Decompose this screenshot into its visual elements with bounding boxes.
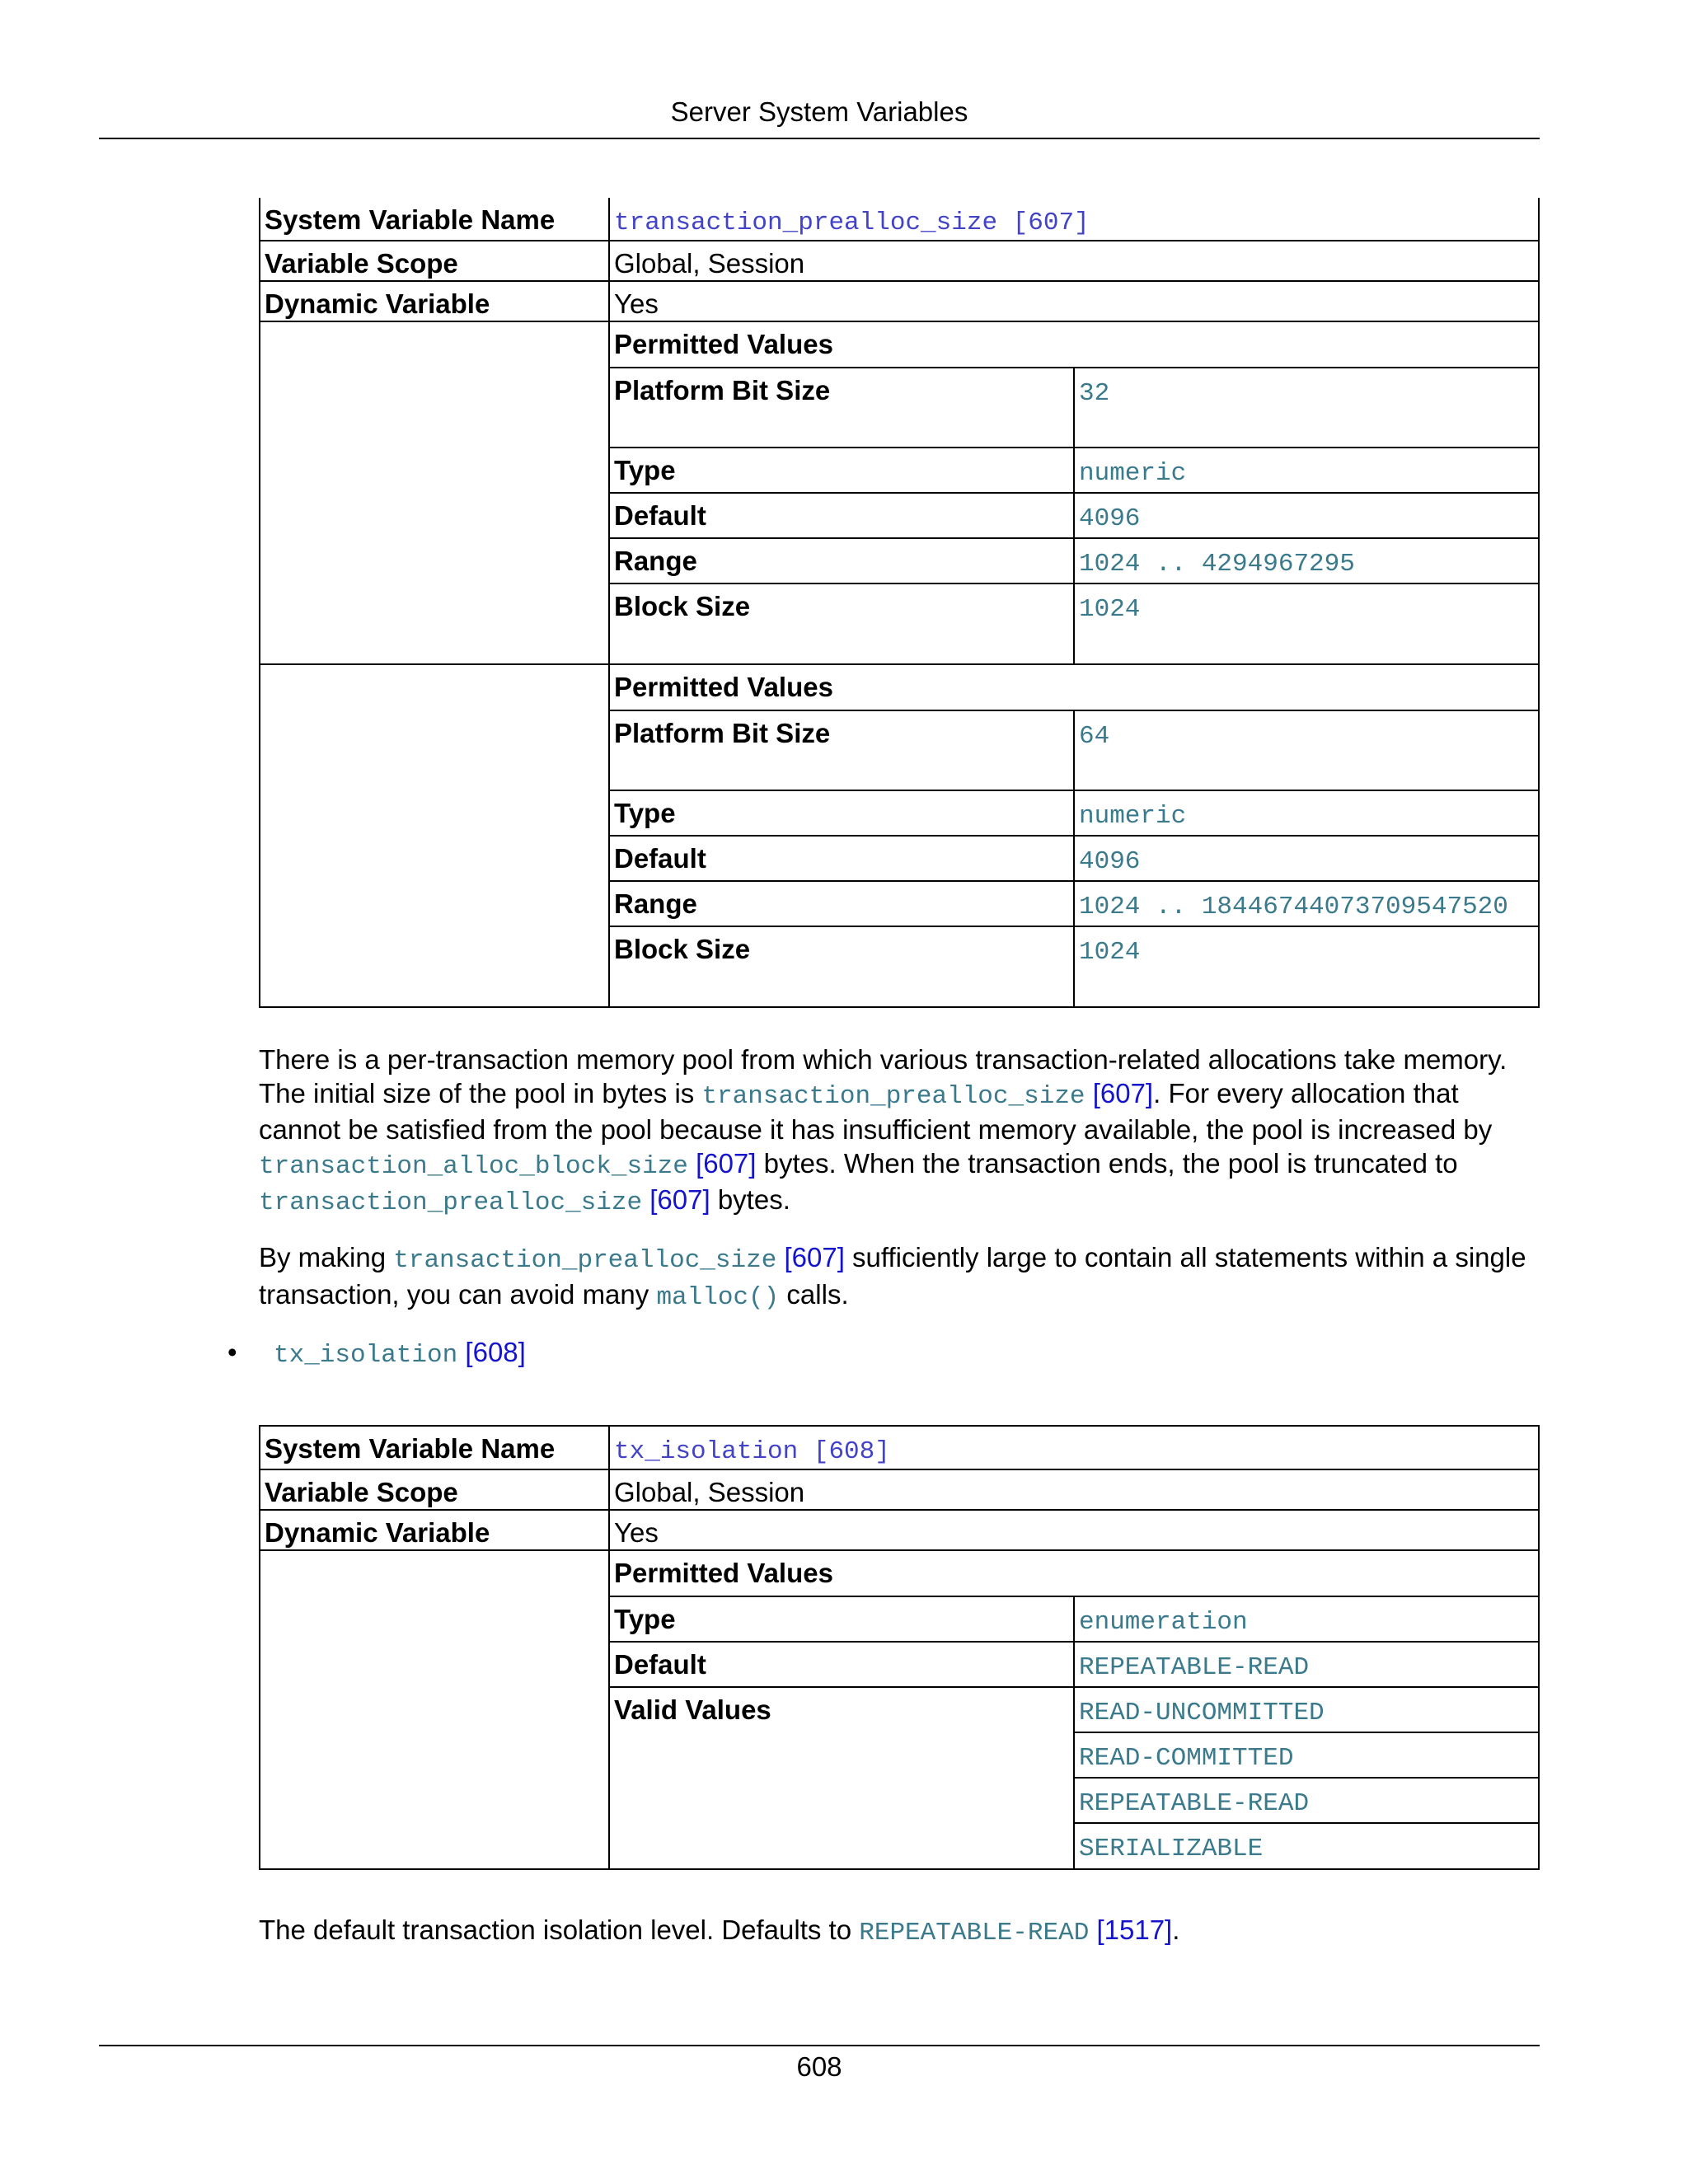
code-link[interactable]: transaction_prealloc_size bbox=[393, 1246, 777, 1275]
row-label: System Variable Name bbox=[260, 198, 609, 241]
code-function: malloc() bbox=[656, 1282, 780, 1312]
row-label: Variable Scope bbox=[260, 241, 609, 281]
permitted-values-row bbox=[260, 664, 1539, 1007]
row-value: Global, Session bbox=[609, 241, 1539, 281]
variable-name-link[interactable]: tx_isolation [608] bbox=[614, 1437, 890, 1466]
type-value: numeric bbox=[1074, 790, 1538, 836]
footer-rule bbox=[99, 2045, 1540, 2046]
permitted-values-table bbox=[610, 665, 1538, 1006]
block-size-value: 1024 bbox=[1074, 583, 1538, 663]
default-label: Default bbox=[610, 493, 1074, 538]
row-label: Dynamic Variable bbox=[260, 1510, 609, 1550]
paragraph-text: There is a per-transaction memory pool from which various transaction-related allocations take memory. The initial size of the pool in bytes is transaction_prealloc_size [607]. For every allocation that cannot be satisfied from the pool because it has insufficient memory available, the pool is increased by transaction_alloc_block_size [607] bytes. When the transaction ends, the pool is truncated to transaction_prealloc_size [607] bytes. bbox=[259, 1044, 1507, 1217]
page-ref-link[interactable]: [607] bbox=[649, 1184, 710, 1215]
permitted-values-table bbox=[610, 1551, 1538, 1868]
type-value: enumeration bbox=[1074, 1596, 1538, 1642]
code-link[interactable]: transaction_alloc_block_size bbox=[259, 1151, 688, 1181]
page-ref-link[interactable]: [607] bbox=[696, 1147, 757, 1179]
permitted-values-row bbox=[260, 1550, 1539, 1869]
platform-value: 64 bbox=[1074, 710, 1538, 790]
page-number: 608 bbox=[796, 2051, 842, 2082]
empty-cell bbox=[260, 664, 609, 1007]
permitted-values-table bbox=[610, 322, 1538, 663]
block-size-label: Block Size bbox=[610, 583, 1074, 663]
permitted-values-heading: Permitted Values bbox=[614, 672, 833, 702]
page-ref-link[interactable]: [607] bbox=[784, 1242, 845, 1272]
variable-table bbox=[259, 1425, 1540, 1870]
permitted-values-cell bbox=[609, 1550, 1539, 1869]
type-label: Type bbox=[610, 790, 1074, 836]
description-paragraph bbox=[259, 1914, 1540, 1951]
bullet-icon: • bbox=[227, 1337, 237, 1367]
type-value: numeric bbox=[1074, 448, 1538, 493]
variable-table-transaction-prealloc-size bbox=[259, 198, 1540, 1008]
default-value: 4096 bbox=[1074, 836, 1538, 881]
permitted-values-heading: Permitted Values bbox=[614, 329, 833, 359]
variable-name-link[interactable]: transaction_prealloc_size [607] bbox=[614, 209, 1090, 237]
permitted-values-cell bbox=[609, 321, 1539, 664]
default-value: 4096 bbox=[1074, 493, 1538, 538]
code-link[interactable]: transaction_prealloc_size bbox=[259, 1188, 643, 1217]
type-label: Type bbox=[610, 448, 1074, 493]
platform-label: Platform Bit Size bbox=[610, 710, 1074, 790]
table-row bbox=[260, 281, 1539, 321]
default-label: Default bbox=[610, 1642, 1074, 1687]
valid-values-label: Valid Values bbox=[610, 1687, 1074, 1868]
table-row bbox=[260, 1510, 1539, 1550]
description-paragraph bbox=[259, 1241, 1540, 1315]
range-label: Range bbox=[610, 538, 1074, 583]
table-row bbox=[260, 1426, 1539, 1469]
page-ref-link[interactable]: [607] bbox=[1092, 1077, 1154, 1108]
permitted-values-heading: Permitted Values bbox=[614, 1558, 833, 1588]
row-label: Variable Scope bbox=[260, 1469, 609, 1510]
page-ref-link[interactable]: [608] bbox=[465, 1337, 526, 1367]
row-label: System Variable Name bbox=[260, 1426, 609, 1469]
valid-value: READ-COMMITTED bbox=[1074, 1732, 1538, 1778]
row-value: Yes bbox=[609, 281, 1539, 321]
table-row bbox=[260, 241, 1539, 281]
permitted-values-row bbox=[260, 321, 1539, 664]
code-link[interactable]: REPEATABLE-READ bbox=[859, 1919, 1090, 1947]
bullet-item bbox=[227, 1336, 526, 1372]
paragraph-text: The default transaction isolation level. Defaults to REPEATABLE-READ [1517]. bbox=[259, 1915, 1180, 1947]
range-value: 1024 .. 18446744073709547520 bbox=[1074, 881, 1538, 926]
paragraph-text: By making transaction_prealloc_size [607] sufficiently large to contain all statements within a single transaction, you can avoid many malloc() calls. bbox=[259, 1242, 1526, 1312]
range-value: 1024 .. 4294967295 bbox=[1074, 538, 1538, 583]
variable-table-tx-isolation bbox=[259, 1425, 1540, 1870]
valid-value: REPEATABLE-READ bbox=[1074, 1778, 1538, 1823]
default-label: Default bbox=[610, 836, 1074, 881]
variable-anchor-link[interactable]: tx_isolation bbox=[274, 1341, 458, 1370]
table-row bbox=[260, 1469, 1539, 1510]
valid-value: READ-UNCOMMITTED bbox=[1074, 1687, 1538, 1732]
header-rule bbox=[99, 138, 1540, 139]
range-label: Range bbox=[610, 881, 1074, 926]
row-value bbox=[609, 198, 1539, 241]
valid-value: SERIALIZABLE bbox=[1074, 1823, 1538, 1868]
page-ref-link[interactable]: [1517] bbox=[1096, 1915, 1173, 1945]
empty-cell bbox=[260, 1550, 609, 1869]
block-size-value: 1024 bbox=[1074, 926, 1538, 1006]
row-value: Global, Session bbox=[609, 1469, 1539, 1510]
type-label: Type bbox=[610, 1596, 1074, 1642]
variable-table bbox=[259, 198, 1540, 1008]
page-header: Server System Variables bbox=[670, 96, 968, 127]
block-size-label: Block Size bbox=[610, 926, 1074, 1006]
row-value: Yes bbox=[609, 1510, 1539, 1550]
code-link[interactable]: transaction_prealloc_size bbox=[701, 1081, 1085, 1111]
platform-value: 32 bbox=[1074, 368, 1538, 448]
empty-cell bbox=[260, 321, 609, 664]
permitted-values-cell bbox=[609, 664, 1539, 1007]
row-value bbox=[609, 1426, 1539, 1469]
default-value: REPEATABLE-READ bbox=[1074, 1642, 1538, 1687]
description-paragraph bbox=[259, 1043, 1540, 1221]
platform-label: Platform Bit Size bbox=[610, 368, 1074, 448]
table-row bbox=[260, 198, 1539, 241]
row-label: Dynamic Variable bbox=[260, 281, 609, 321]
